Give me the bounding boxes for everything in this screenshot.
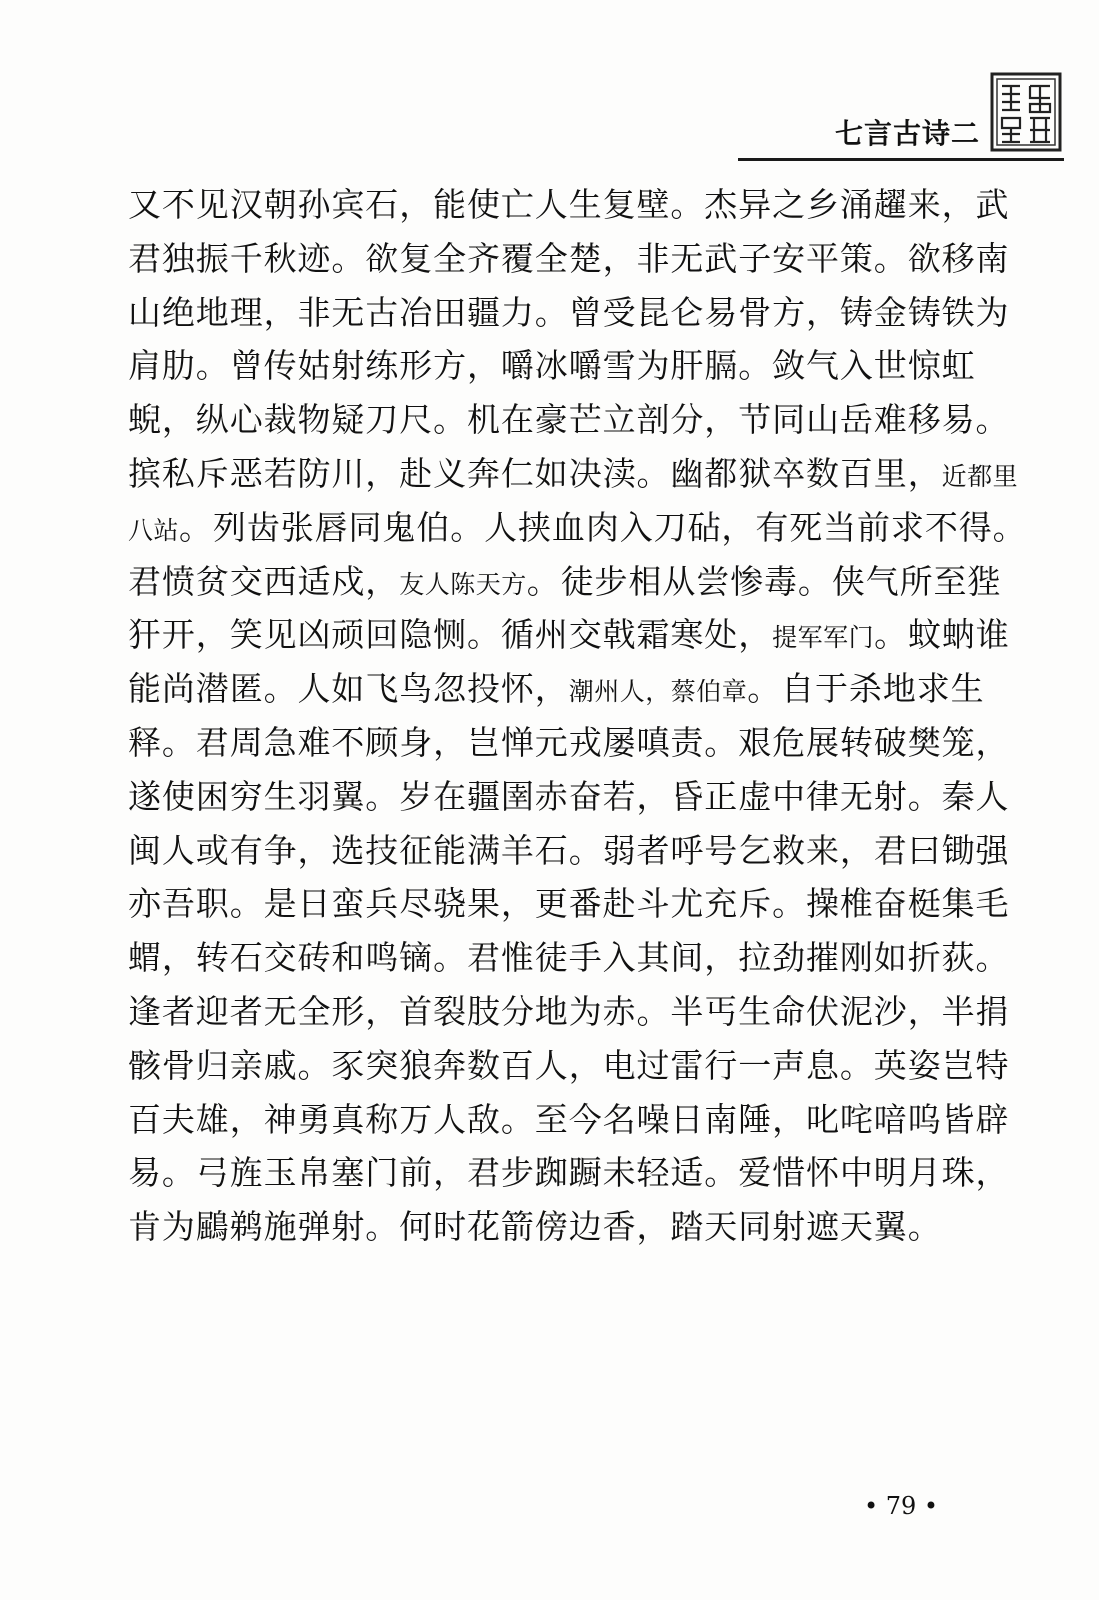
text-line: [128, 339, 976, 393]
line-text: 闽人或有争，选技征能满羊石。弱者呼号乞救来，君曰锄强: [128, 830, 1010, 870]
text-line: [128, 824, 1010, 878]
text-line: [128, 1093, 1010, 1147]
text-line: [128, 931, 1010, 985]
text-line: [128, 286, 1010, 340]
poem-body: [128, 178, 1027, 1254]
text-line: [128, 232, 1010, 286]
line-text: 。自于杀地求生: [747, 669, 985, 709]
line-text: 骸骨归亲戚。豕突狼奔数百人，电过雷行一声息。英姿岂特: [128, 1045, 1010, 1085]
line-text: 百夫雄，神勇真称万人敌。至今名噪日南陲，叱咤喑呜皆辟: [128, 1099, 1010, 1139]
text-line: [128, 1146, 1010, 1200]
line-text: 遂使困穷生羽翼。岁在疆圉赤奋若，昏正虚中律无射。秦人: [128, 776, 1010, 816]
line-text: 摈私斥恶若防川，赴义奔仁如决渎。幽都狱卒数百里，: [128, 453, 942, 493]
text-line: [128, 662, 985, 716]
line-text: 。蚊蚋谁: [874, 615, 1010, 655]
text-line: [128, 770, 1010, 824]
inline-annotation: 提军军门: [772, 623, 875, 653]
text-line: [128, 877, 1010, 931]
text-line: [128, 393, 1010, 447]
text-line: [128, 178, 1010, 232]
running-header-title: 七言古诗二: [834, 117, 980, 150]
line-text: 蜺，纵心裁物疑刀尺。机在豪芒立剖分，节同山岳难移易。: [128, 400, 1010, 440]
text-line: [128, 985, 1010, 1039]
svg-text:印: 印: [1025, 116, 1027, 117]
header-rule: [738, 158, 1064, 161]
line-text: 肩肋。曾传姑射练形方，嚼冰嚼雪为肝膈。敛气入世惊虹: [128, 346, 976, 386]
line-text: 释。君周急难不顾身，岂惮元戎屡嗔责。艰危展转破樊笼，: [128, 722, 1010, 762]
line-text: 肯为鶌鹈施弹射。何时花箭傍边香，踏天同射遮天翼。: [128, 1207, 942, 1247]
text-line: [128, 501, 1027, 555]
inline-annotation: 八站: [128, 515, 180, 545]
line-text: 能尚潜匿。人如飞鸟忽投怀，: [128, 669, 569, 709]
page-number: • 79 •: [863, 1492, 939, 1520]
inline-annotation: 友人陈天方: [399, 569, 527, 599]
seal-stamp-icon: [990, 72, 1062, 152]
line-text: 君愤贫交西适戍，: [128, 561, 400, 601]
inline-annotation: 近都里: [941, 461, 1019, 491]
text-line: [128, 1200, 964, 1254]
text-line: [128, 716, 1010, 770]
line-text: 。徒步相从尝惨毒。侠气所至狴: [526, 561, 1002, 601]
line-text: 蝟，转石交砖和鸣镝。君惟徒手入其间，拉劲摧刚如折荻。: [128, 938, 1010, 978]
line-text: 。列齿张唇同鬼伯。人挟血肉入刀砧，有死当前求不得。: [179, 507, 1027, 547]
line-text: 又不见汉朝孙宾石，能使亡人生复壁。杰异之乡涌趯来，武: [128, 185, 1010, 224]
line-text: 亦吾职。是日蛮兵尽骁果，更番赴斗尤充斥。操椎奋梃集毛: [128, 884, 1010, 924]
line-text: 犴开，笑见凶顽回隐恻。循州交戟霜寒处，: [128, 615, 773, 655]
text-line: [128, 1039, 1010, 1093]
text-line: [128, 608, 1010, 662]
line-text: 山绝地理，非无古冶田疆力。曾受昆仑易骨方，铸金铸铁为: [128, 292, 1010, 332]
line-text: 君独振千秋迹。欲复全齐覆全楚，非无武子安平策。欲移南: [128, 238, 1010, 278]
line-text: 逢者迎者无全形，首裂肢分地为赤。半丐生命伏泥沙，半捐: [128, 991, 1010, 1031]
inline-annotation: 潮州人，蔡伯章: [568, 677, 748, 707]
text-line: [128, 447, 1019, 501]
line-text: 易。弓旌玉帛塞门前，君步踟蹰未轻适。爱惜怀中明月珠，: [128, 1153, 1010, 1193]
text-line: [128, 555, 1002, 609]
